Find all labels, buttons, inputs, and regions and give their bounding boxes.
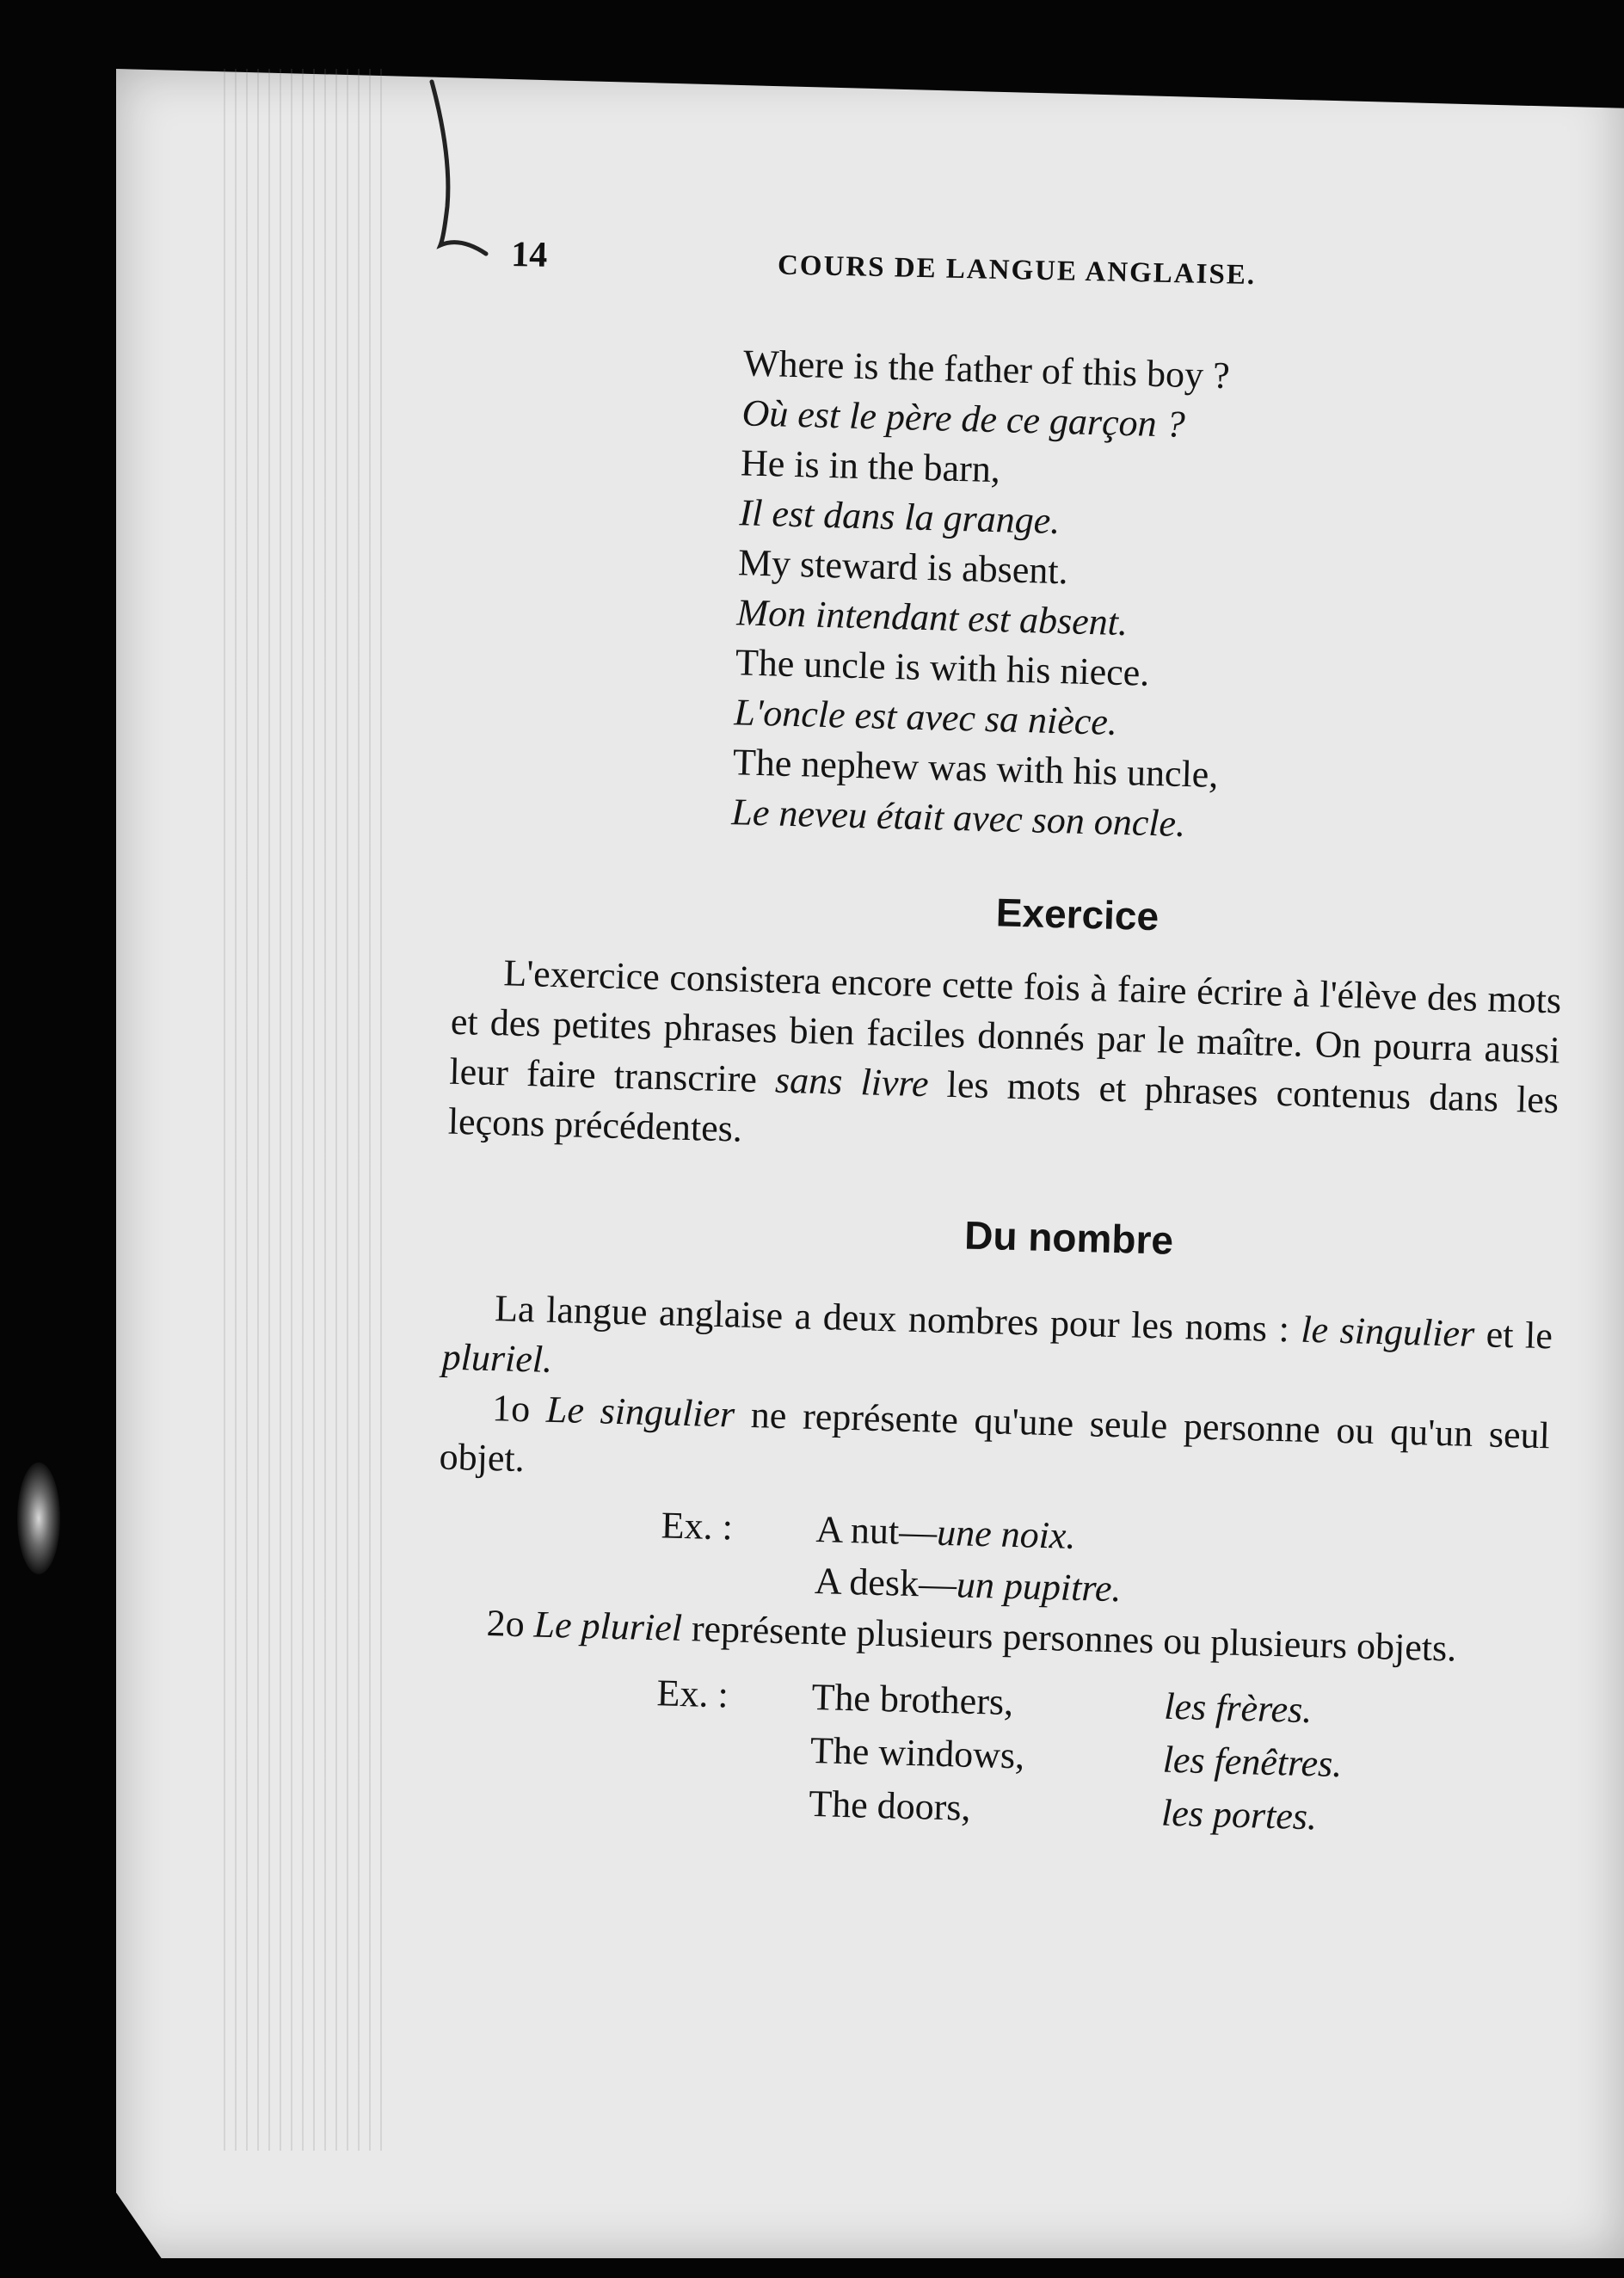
exercice-text: L'exercice consistera encore cette fois à faire écrire à l'élève des mots et des petites phrases bien faciles donnés par le maître. On pourra aussi leur faire transcrire [448, 951, 1562, 1101]
example-en: The brothers, [810, 1675, 1014, 1724]
ex-label: Ex. : [656, 1672, 729, 1716]
example-fr: un pupitre. [956, 1563, 1123, 1610]
dialogue-fr: Mon intendant est absent. [735, 591, 1129, 644]
plur-term: Le pluriel [533, 1603, 683, 1649]
exercice-heading: Exercice [995, 890, 1160, 939]
nombre-heading: Du nombre [963, 1212, 1174, 1263]
dialogue-en: The nephew was with his uncle, [732, 741, 1219, 796]
dialogue-en: My steward is absent. [737, 541, 1069, 593]
ex-label: Ex. : [661, 1504, 734, 1548]
dialogue-fr: Où est le père de ce garçon ? [741, 391, 1186, 446]
dialogue-fr: L'oncle est avec sa nièce. [733, 691, 1118, 743]
intro-et: et le [1473, 1313, 1553, 1358]
term-singulier: le singulier [1300, 1308, 1475, 1355]
plur-num: 2o [486, 1602, 535, 1646]
light-glare [17, 1462, 60, 1574]
page-body [430, 331, 1578, 1850]
example-fr: les frères. [1163, 1684, 1313, 1732]
dialogue-fr: Il est dans la grange. [738, 491, 1061, 543]
exercice-text-end: les mots et phrases contenus dans les leçons précédentes. [447, 1062, 1559, 1150]
exercice-paragraph [447, 947, 1562, 1176]
example-fr: les fenêtres. [1162, 1738, 1343, 1786]
plural-examples [654, 1666, 1544, 1850]
plur-text: représente plusieurs personnes ou plusieurs objets. [681, 1607, 1457, 1670]
term-pluriel: pluriel. [441, 1335, 553, 1381]
example-en: The windows, [809, 1728, 1025, 1777]
dialogue-fr: Le neveu était avec son oncle. [730, 791, 1186, 845]
intro-text: La langue anglaise a deux nombres pour les noms : [494, 1287, 1302, 1351]
dialogue-block [731, 338, 1578, 859]
example-fr: une noix. [936, 1511, 1077, 1557]
exercice-italic: sans livre [774, 1058, 930, 1105]
running-title: COURS DE LANGUE ANGLAISE. [777, 249, 1257, 292]
page-number: 14 [510, 234, 548, 275]
dialogue-en: He is in the barn, [740, 441, 1001, 491]
example-en: A nut— [815, 1508, 938, 1554]
sing-term: Le singulier [545, 1388, 735, 1436]
sing-text: ne représente qu'une seule personne ou qu'un seul objet. [439, 1393, 1551, 1481]
pencil-mark [421, 77, 490, 258]
sing-num: 1o [491, 1387, 547, 1431]
dialogue-en: Where is the father of this boy ? [742, 342, 1231, 397]
example-en: The doors, [808, 1782, 972, 1829]
example-fr: les portes. [1160, 1791, 1318, 1838]
dialogue-en: The uncle is with his niece. [735, 641, 1150, 694]
example-en: A desk— [814, 1560, 957, 1606]
page-edges [224, 69, 387, 2151]
